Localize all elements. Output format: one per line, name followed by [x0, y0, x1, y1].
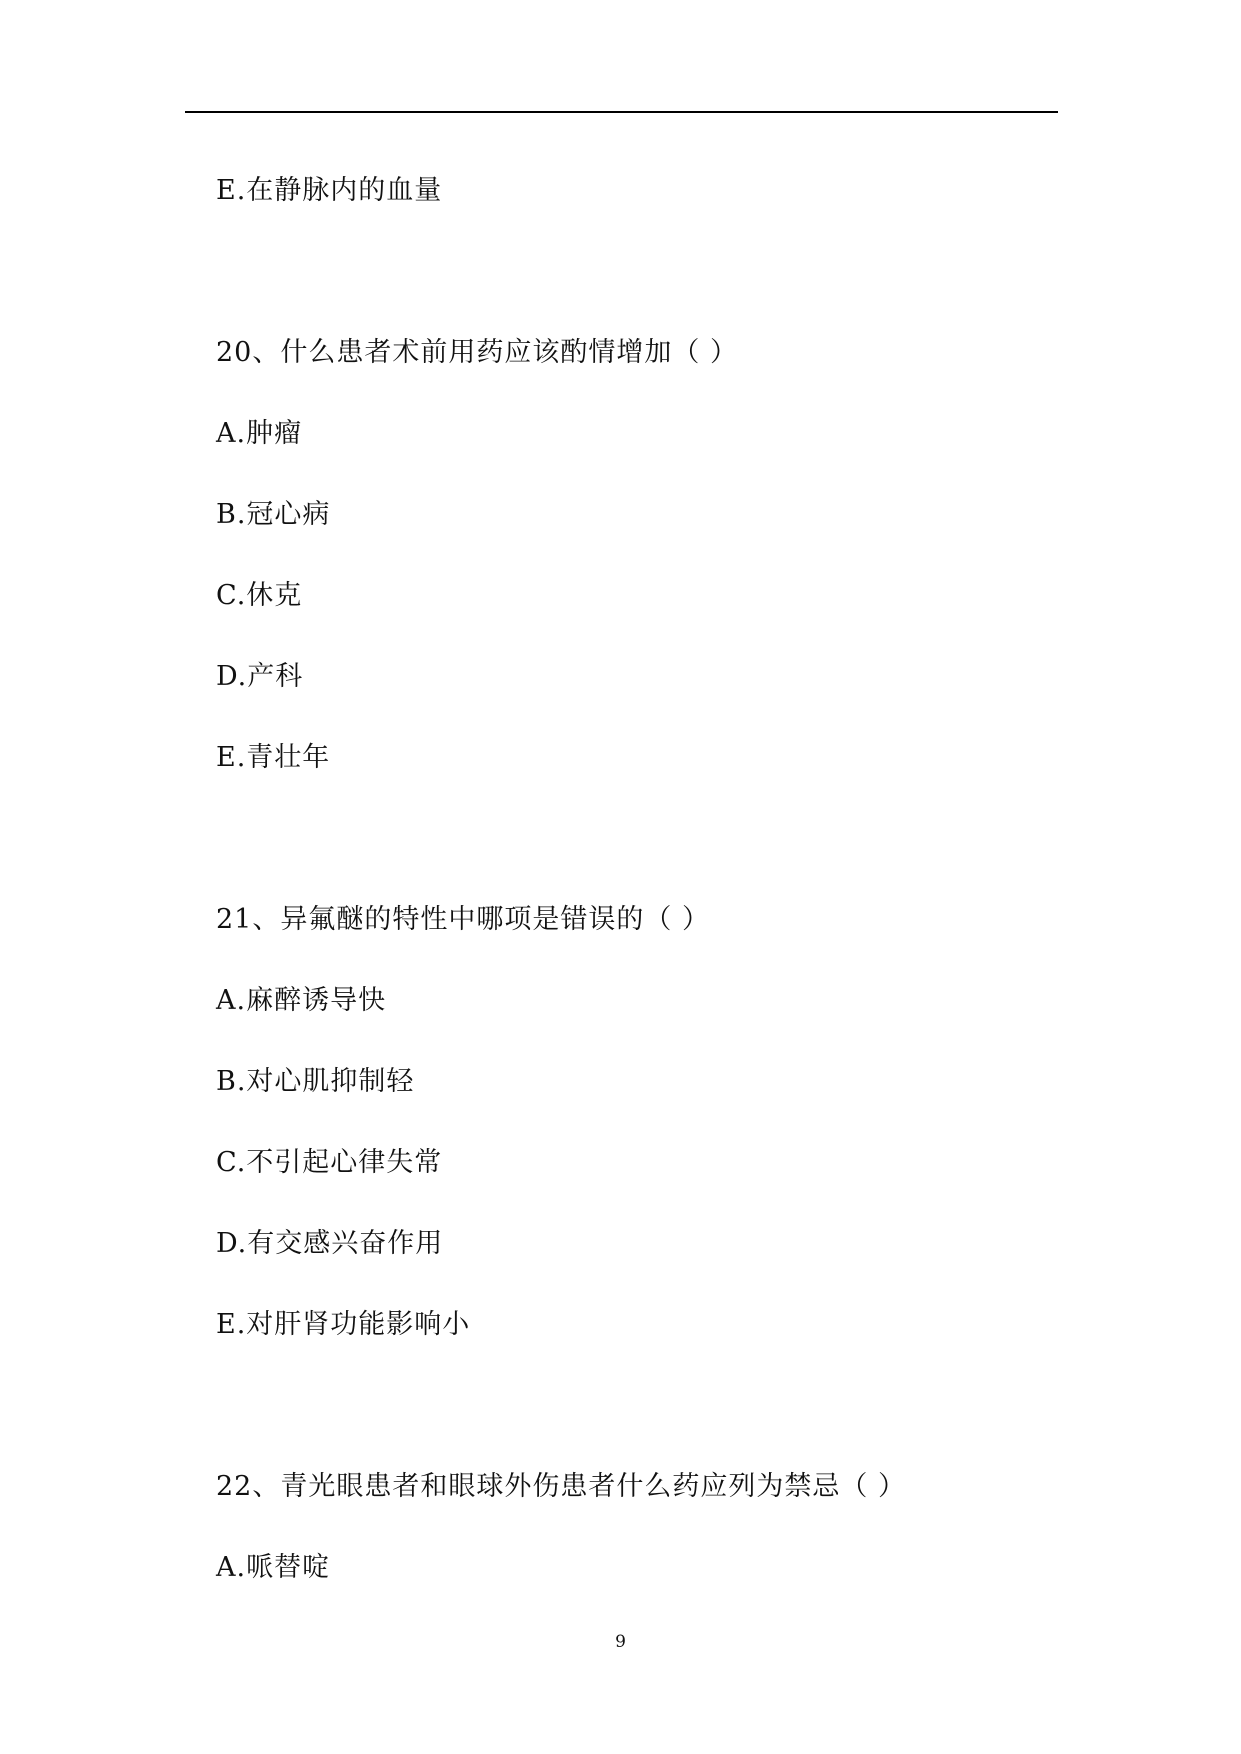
option-20-b: B.冠心病 — [216, 499, 331, 530]
option-21-d: D.有交感兴奋作用 — [216, 1228, 444, 1259]
option-22-a: A.哌替啶 — [216, 1552, 331, 1583]
question-22-stem: 22、青光眼患者和眼球外伤患者什么药应列为禁忌（ ） — [216, 1471, 906, 1502]
option-20-d: D.产科 — [216, 661, 304, 692]
option-19-e: E.在静脉内的血量 — [216, 175, 443, 206]
option-20-c: C.休克 — [216, 580, 303, 611]
option-21-a: A.麻醉诱导快 — [216, 985, 387, 1016]
option-21-c: C.不引起心律失常 — [216, 1147, 443, 1178]
option-20-e: E.青壮年 — [216, 742, 331, 773]
page-number: 9 — [615, 1632, 626, 1652]
option-21-e: E.对肝肾功能影响小 — [216, 1309, 471, 1340]
option-21-b: B.对心肌抑制轻 — [216, 1066, 415, 1097]
option-20-a: A.肿瘤 — [216, 418, 303, 449]
question-21-stem: 21、异氟醚的特性中哪项是错误的（ ） — [216, 904, 710, 935]
header-rule — [185, 111, 1058, 113]
question-20-stem: 20、什么患者术前用药应该酌情增加（ ） — [216, 337, 738, 368]
